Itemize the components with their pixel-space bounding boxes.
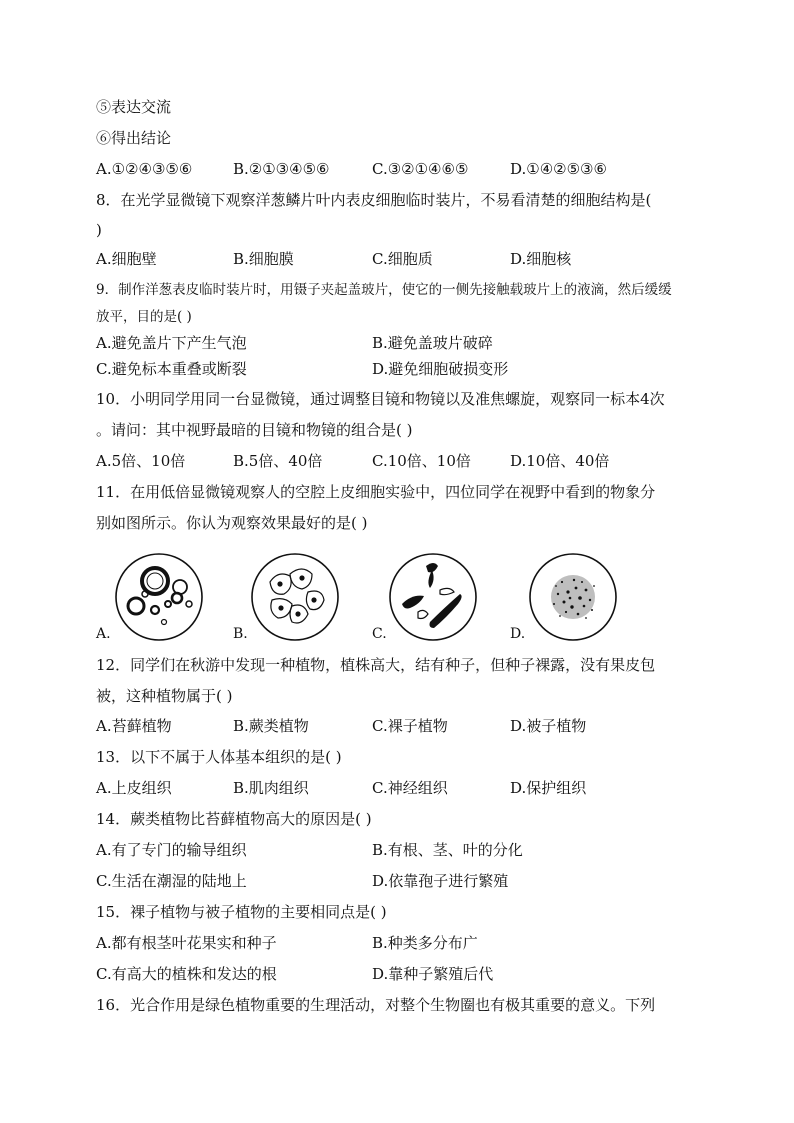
- microscope-field-c-image[interactable]: [388, 552, 478, 642]
- question-8-text: 8．在光学显微镜下观察洋葱鳞片叶内表皮细胞临时装片，不易看清楚的细胞结构是(: [96, 191, 652, 209]
- q8-option-c[interactable]: C.细胞质: [372, 250, 433, 268]
- q10-option-a[interactable]: A.5倍、10倍: [96, 452, 186, 470]
- option-b[interactable]: B.②①③④⑤⑥: [233, 160, 330, 178]
- q8-option-b[interactable]: B.细胞膜: [233, 250, 294, 268]
- microscope-field-d-image[interactable]: [528, 552, 618, 642]
- q15-option-c[interactable]: C.有高大的植株和发达的根: [96, 965, 277, 983]
- q12-option-a[interactable]: A.苔藓植物: [96, 717, 172, 735]
- q8-option-d[interactable]: D.细胞核: [510, 250, 572, 268]
- question-12-text: 12．同学们在秋游中发现一种植物，植株高大，结有种子，但种子裸露，没有果皮包: [96, 656, 656, 674]
- question-8-text-cont: ): [96, 221, 102, 239]
- q13-option-b[interactable]: B.肌肉组织: [233, 779, 309, 797]
- q9-option-c[interactable]: C.避免标本重叠或断裂: [96, 360, 247, 378]
- question-14-text: 14．蕨类植物比苔藓植物高大的原因是( ): [96, 810, 372, 828]
- q15-option-a[interactable]: A.都有根茎叶花果实和种子: [96, 934, 277, 952]
- q12-option-d[interactable]: D.被子植物: [510, 717, 587, 735]
- question-13-text: 13．以下不属于人体基本组织的是( ): [96, 748, 342, 766]
- question-12-text-cont: 被，这种植物属于( ): [96, 687, 233, 705]
- q15-option-d[interactable]: D.靠种子繁殖后代: [372, 965, 494, 983]
- q13-option-c[interactable]: C.神经组织: [372, 779, 448, 797]
- q10-option-d[interactable]: D.10倍、40倍: [510, 452, 610, 470]
- step-5: ⑤表达交流: [96, 98, 172, 116]
- q12-option-b[interactable]: B.蕨类植物: [233, 717, 309, 735]
- q9-option-d[interactable]: D.避免细胞破损变形: [372, 360, 509, 378]
- q10-option-c[interactable]: C.10倍、10倍: [372, 452, 471, 470]
- question-9-text: 9．制作洋葱表皮临时装片时，用镊子夹起盖玻片，使它的一侧先接触载玻片上的液滴，然后缓缓: [96, 282, 672, 298]
- question-11-text: 11．在用低倍显微镜观察人的空腔上皮细胞实验中，四位同学在视野中看到的物象分: [96, 483, 656, 501]
- q14-option-d[interactable]: D.依靠孢子进行繁殖: [372, 872, 509, 890]
- step-6: ⑥得出结论: [96, 129, 172, 147]
- question-10-text-cont: 。请问：其中视野最暗的目镜和物镜的组合是( ): [96, 421, 413, 439]
- q14-option-c[interactable]: C.生活在潮湿的陆地上: [96, 872, 247, 890]
- q13-option-a[interactable]: A.上皮组织: [96, 779, 172, 797]
- option-d[interactable]: D.①④②⑤③⑥: [510, 160, 607, 178]
- question-15-text: 15．裸子植物与被子植物的主要相同点是( ): [96, 903, 387, 921]
- question-16-text: 16．光合作用是绿色植物重要的生理活动，对整个生物圈也有极其重要的意义。下列: [96, 996, 656, 1014]
- q12-option-c[interactable]: C.裸子植物: [372, 717, 448, 735]
- q9-option-b[interactable]: B.避免盖玻片破碎: [372, 334, 493, 352]
- question-11-text-cont: 别如图所示。你认为观察效果最好的是( ): [96, 514, 368, 532]
- q10-option-b[interactable]: B.5倍、40倍: [233, 452, 323, 470]
- figure-d-label: D.: [510, 626, 526, 642]
- figure-b-label: B.: [233, 626, 248, 642]
- q13-option-d[interactable]: D.保护组织: [510, 779, 587, 797]
- question-9-text-cont: 放平，目的是( ): [96, 309, 192, 325]
- q15-option-b[interactable]: B.种类多分布广: [372, 934, 478, 952]
- q14-option-a[interactable]: A.有了专门的输导组织: [96, 841, 247, 859]
- q8-option-a[interactable]: A.细胞壁: [96, 250, 157, 268]
- q14-option-b[interactable]: B.有根、茎、叶的分化: [372, 841, 523, 859]
- microscope-field-a-image[interactable]: [114, 552, 204, 642]
- option-c[interactable]: C.③②①④⑥⑤: [372, 160, 469, 178]
- question-10-text: 10．小明同学用同一台显微镜，通过调整目镜和物镜以及准焦螺旋，观察同一标本4次: [96, 390, 665, 408]
- figure-c-label: C.: [372, 626, 387, 642]
- option-a[interactable]: A.①②④③⑤⑥: [96, 160, 193, 178]
- figure-a-label: A.: [96, 626, 111, 642]
- microscope-field-b-image[interactable]: [250, 552, 340, 642]
- q9-option-a[interactable]: A.避免盖片下产生气泡: [96, 334, 247, 352]
